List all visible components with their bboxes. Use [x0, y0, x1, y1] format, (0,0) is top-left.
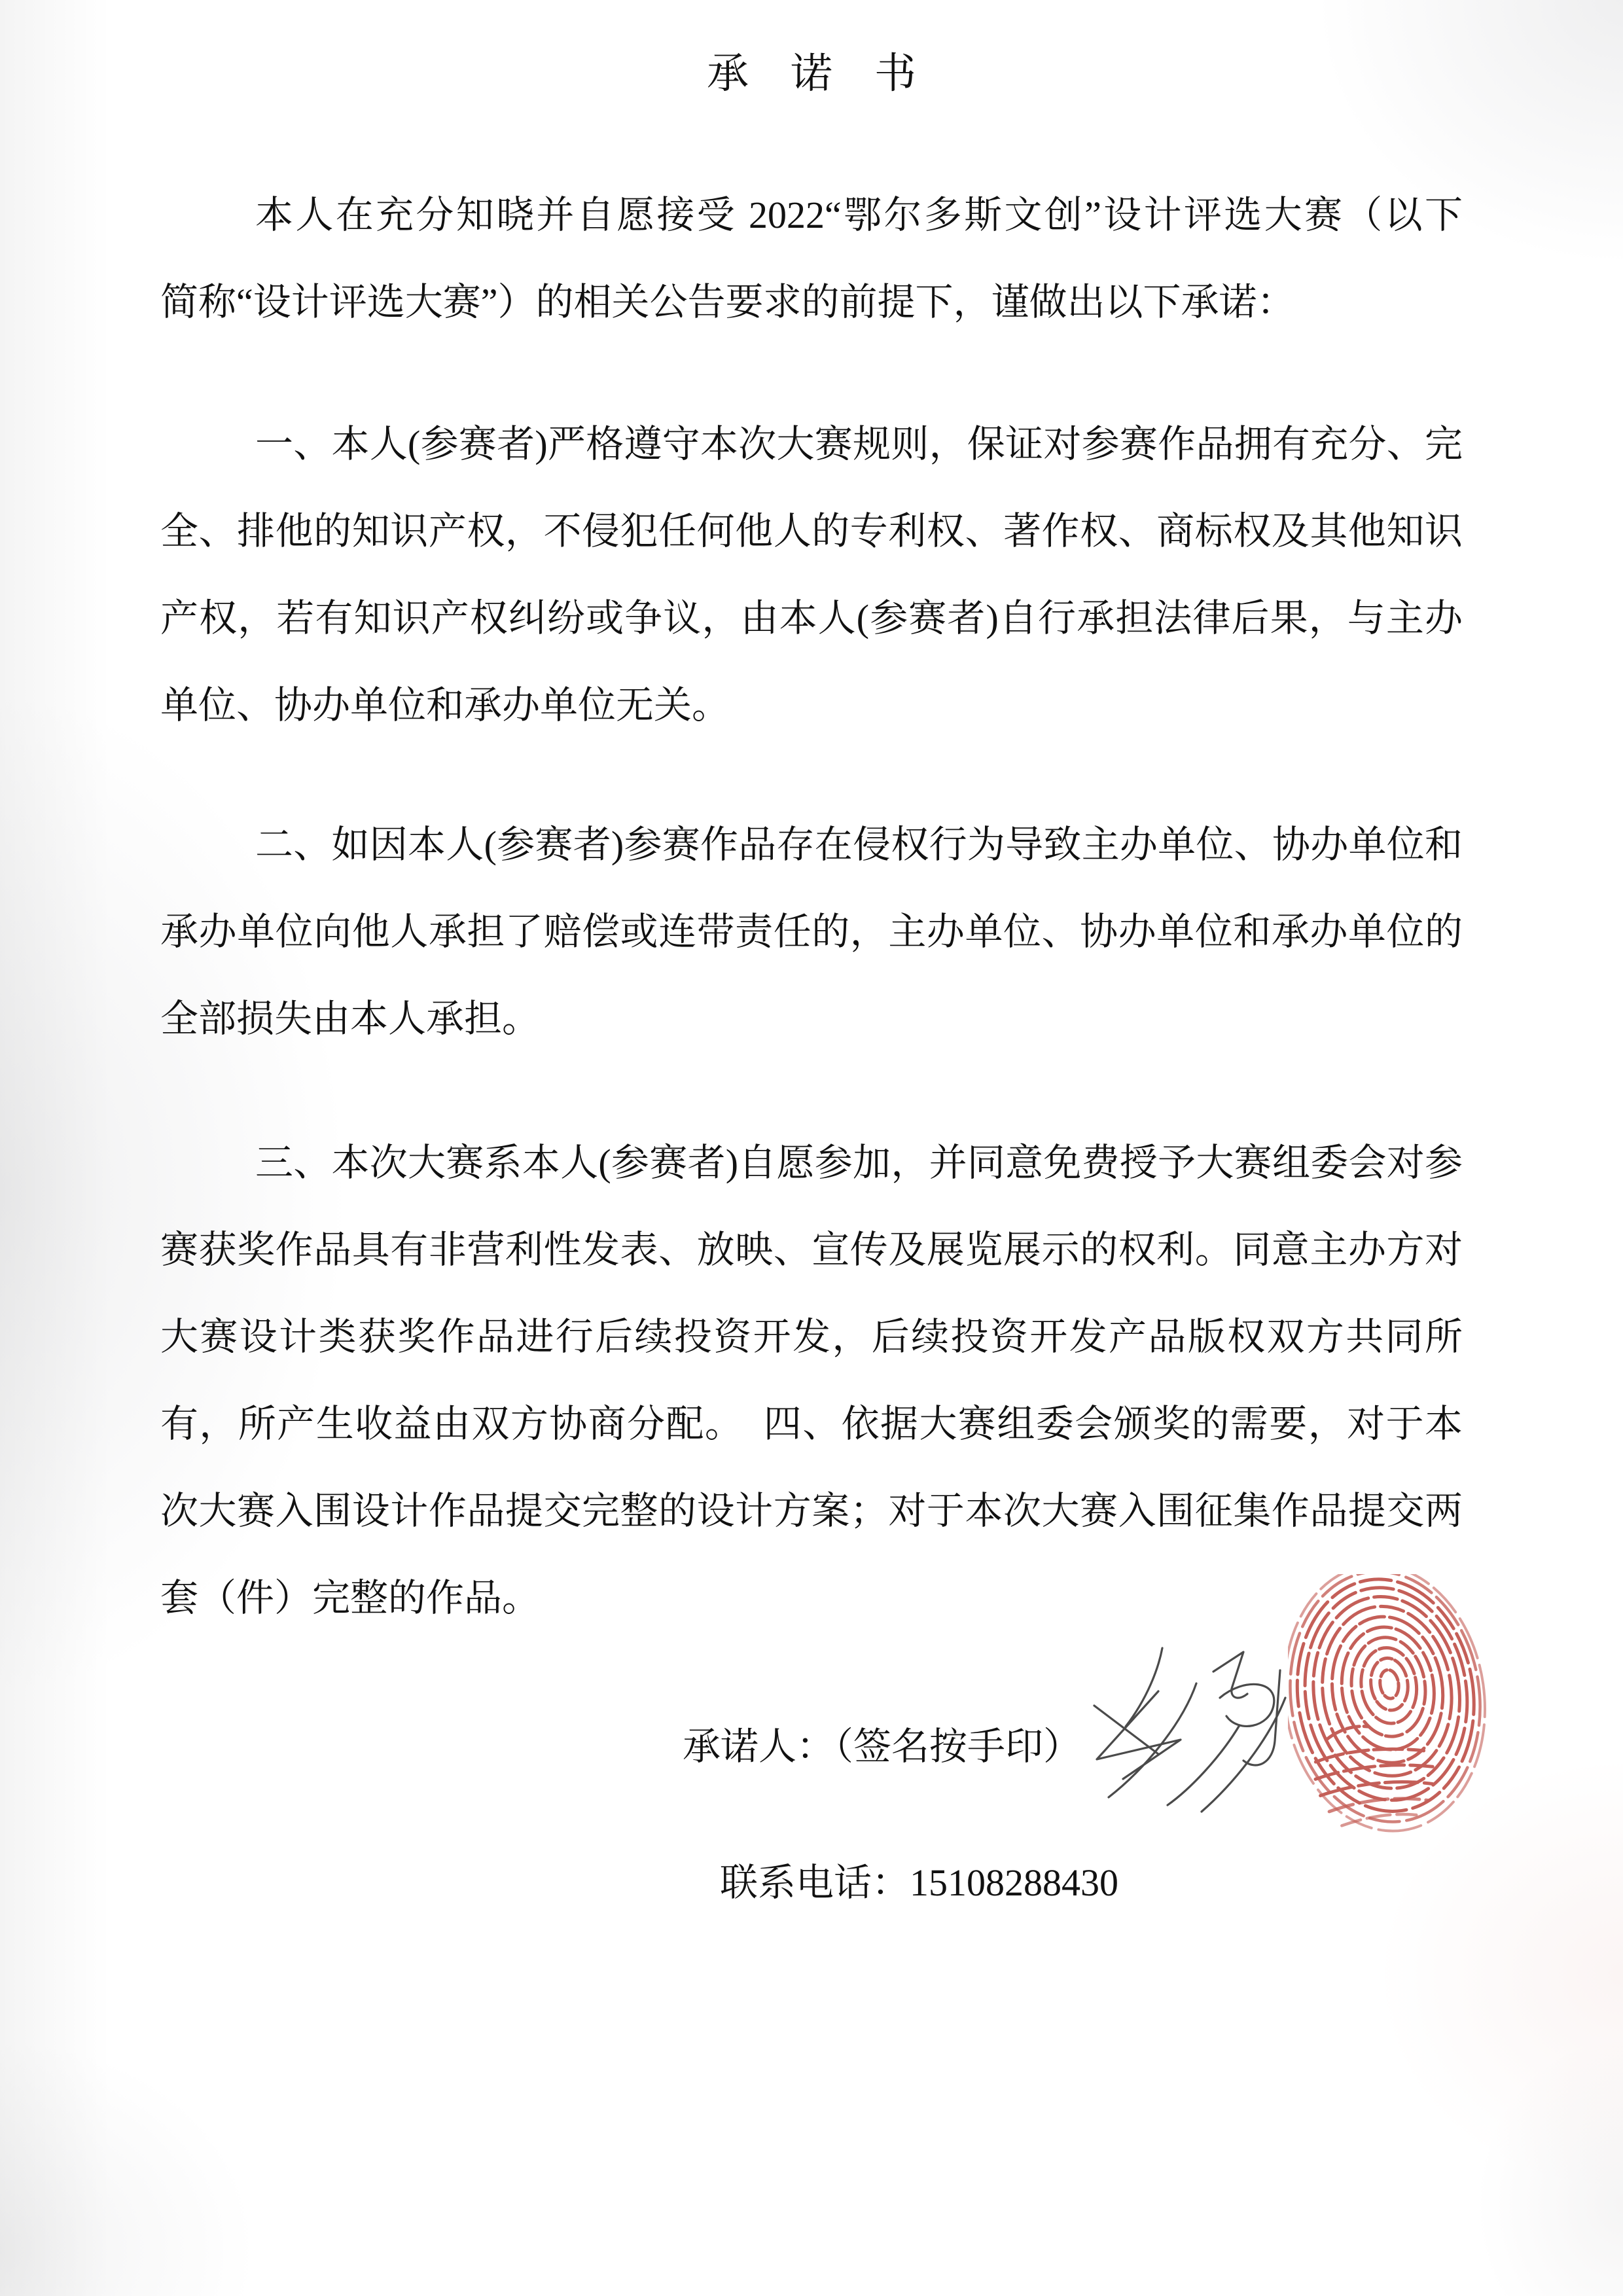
paragraph-line: 承办单位向他人承担了赔偿或连带责任的，主办单位、协办单位和承办单位的: [160, 910, 1463, 953]
paragraph-clause-3-4: [160, 1119, 1463, 1641]
fingerprint-stamp: [1288, 1574, 1495, 1839]
paragraph-line: 大赛设计类获奖作品进行后续投资开发，后续投资开发产品版权双方共同所: [160, 1316, 1463, 1358]
paragraph-line: 套（件）完整的作品。: [160, 1577, 541, 1619]
signatory-label: 承诺人：（签名按手印）: [683, 1725, 1082, 1768]
paragraph-intro: [160, 171, 1463, 346]
paragraph-line: 三、本次大赛系本人(参赛者)自愿参加，并同意免费授予大赛组委会对参: [255, 1141, 1463, 1184]
document-body: [160, 0, 1463, 2296]
paragraph-clause-2: [160, 801, 1463, 1062]
paragraph-line: 全部损失由本人承担。: [160, 997, 541, 1040]
handwritten-signature: [1085, 1640, 1308, 1836]
contact-phone: 联系电话：15108288430: [720, 1861, 1119, 1904]
page-title: 承 诺 书: [707, 50, 916, 97]
paragraph-line: 全、排他的知识产权，不侵犯任何他人的专利权、著作权、商标权及其他知识: [160, 510, 1463, 552]
paragraph-line: 简称“设计评选大赛”）的相关公告要求的前提下，谨做出以下承诺：: [160, 281, 1295, 323]
paragraph-line: 赛获奖作品具有非营利性发表、放映、宣传及展览展示的权利。同意主办方对: [160, 1229, 1463, 1271]
paragraph-line: 有，所产生收益由双方协商分配。 四、依据大赛组委会颁奖的需要，对于本: [160, 1403, 1463, 1445]
paragraph-line: 产权，若有知识产权纠纷或争议，由本人(参赛者)自行承担法律后果，与主办: [160, 597, 1463, 639]
paragraph-line: 单位、协办单位和承办单位无关。: [160, 684, 730, 726]
paragraph-line: 二、如因本人(参赛者)参赛作品存在侵权行为导致主办单位、协办单位和: [255, 823, 1463, 866]
paragraph-clause-1: [160, 401, 1463, 749]
paragraph-line: 本人在充分知晓并自愿接受 2022“鄂尔多斯文创”设计评选大赛（以下: [255, 194, 1463, 236]
paragraph-line: 次大赛入围设计作品提交完整的设计方案；对于本次大赛入围征集作品提交两: [160, 1490, 1463, 1532]
paragraph-line: 一、本人(参赛者)严格遵守本次大赛规则，保证对参赛作品拥有充分、完: [255, 423, 1463, 465]
